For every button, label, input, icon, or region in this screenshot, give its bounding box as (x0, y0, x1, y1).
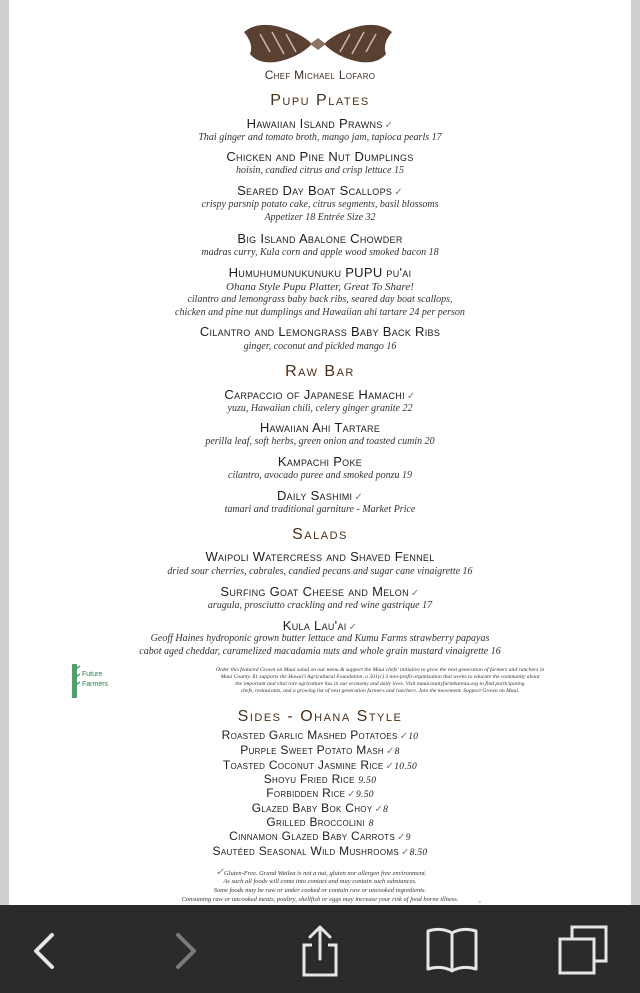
side-item: Cinnamon Glazed Baby Carrots ✓9 (229, 829, 411, 843)
footer-note: As such all foods will come into contact and may contain such substances. (223, 878, 417, 885)
gluten-free-check-icon: ✓ (348, 622, 358, 633)
side-item: Purple Sweet Potato Mash ✓8 (240, 743, 400, 757)
side-item: Forbidden Rice ✓9.50 (266, 786, 374, 800)
gluten-free-check-icon: ✓ (406, 391, 416, 402)
gluten-free-check-icon: ✓ (385, 746, 395, 757)
side-item: Sautéed Seasonal Wild Mushrooms ✓8.50 (212, 844, 428, 858)
gluten-free-check-icon: ✓ (397, 832, 406, 843)
item-description: Appetizer 18 Entrée Size 32 (264, 212, 376, 223)
item-name: Kula Lau'ai ✓ (282, 618, 358, 633)
share-icon[interactable] (296, 923, 344, 979)
item-name: Waipoli Watercress and Shaved Fennel (205, 549, 435, 564)
svg-text:Farmers: Farmers (82, 681, 109, 688)
gluten-free-check-icon: ✓ (394, 187, 403, 198)
item-name: Carpaccio of Japanese Hamachi ✓ (224, 387, 416, 402)
gluten-free-check-icon: ✓ (385, 761, 395, 772)
item-name: Hawaiian Island Prawns ✓ (246, 116, 394, 131)
side-item: Glazed Baby Bok Choy ✓8 (251, 801, 389, 815)
farmers-note-line: the important and vital role agriculture has in our economy and daily lives. Visit mauicountyfarmbureau.org to find participating (235, 681, 525, 687)
footer-note: ✓Gluten-Free. Grand Wailea is not a nut, gluten nor allergen free environment. (215, 867, 427, 878)
side-item: Roasted Garlic Mashed Potatoes ✓10 (221, 728, 419, 742)
item-name: Chicken and Pine Nut Dumplings (226, 149, 414, 164)
item-description: cilantro and lemongrass baby back ribs, seared day boat scallops, (187, 294, 453, 305)
farmers-note-line: chefs, restaurants, and a growing list of next generation farmers and ranchers. Join the movement. Support Grown on Maui. (240, 688, 520, 694)
footer-note: Some foods may be raw or under cooked or contain raw or uncooked ingredients. (213, 887, 427, 894)
tabs-icon[interactable] (554, 923, 614, 979)
item-name: Surfing Goat Cheese and Melon ✓ (220, 584, 420, 599)
gluten-free-check-icon: ✓ (215, 867, 224, 878)
item-description: dried sour cherries, cabrales, candied pecans and sugar cane vinaigrette 16 (167, 566, 473, 577)
item-name: Cilantro and Lemongrass Baby Back Ribs (199, 324, 441, 339)
item-name: Hawaiian Ahi Tartare (259, 420, 381, 435)
section-title-pupu: Pupu Plates (270, 92, 370, 109)
chef-name: Chef Michael Lofaro (264, 68, 376, 82)
item-name: Kampachi Poke (277, 454, 363, 469)
gluten-free-check-icon: ✓ (400, 847, 410, 858)
fish-emblem-icon (238, 22, 398, 68)
side-item: Grilled Broccolini 8 (266, 815, 374, 829)
item-description: hoisin, candied citrus and crisp lettuce 15 (235, 165, 405, 176)
item-description: Thai ginger and tomato broth, mango jam, tapioca pearls 17 (198, 132, 442, 143)
item-name: Big Island Abalone Chowder (237, 231, 403, 246)
item-description: Ohana Style Pupu Platter, Great To Share! (226, 281, 414, 293)
side-item: Toasted Coconut Jasmine Rice ✓10.50 (222, 758, 418, 772)
item-name: Humuhumunukunuku PUPU pu'ai (228, 265, 412, 280)
open-book-icon[interactable] (422, 923, 482, 979)
farmers-note-line: Maui County. $1 supports the Hawai'i Agricultural Foundation, a 501(c) 3 non-profit organization that works to educate the community about (220, 674, 540, 680)
footer-note: Consuming raw or uncooked meats, poultry, shellfish or eggs may increase your risk of food borne illness. (181, 896, 459, 903)
gluten-free-check-icon: ✓ (384, 120, 394, 131)
item-name: Daily Sashimi ✓ (276, 488, 364, 503)
item-description: perilla leaf, soft herbs, green onion and toasted cumin 20 (205, 436, 435, 447)
farmers-note-line: Order this featured Grown on Maui salad on our menu & support the Maui chefs' initiative to grow the next generation of farmers and ranchers in (215, 667, 545, 673)
gluten-free-check-icon: ✓ (347, 789, 356, 800)
item-description: yuzu, Hawaiian chili, celery ginger granite 22 (227, 403, 413, 414)
item-description: tamari and traditional garniture - Market Price (224, 504, 416, 515)
svg-text:Future: Future (82, 671, 103, 678)
item-description: Geoff Haines hydroponic grown butter lettuce and Kumu Farms strawberry papayas (150, 633, 490, 644)
side-item: Shoyu Fried Rice 9.50 (263, 772, 377, 786)
section-title-sides: Sides - Ohana Style (237, 708, 403, 725)
gluten-free-check-icon: ✓ (354, 492, 364, 503)
item-description: crispy parsnip potato cake, citrus segments, basil blossoms (201, 199, 439, 210)
item-name: Seared Day Boat Scallops ✓ (237, 183, 403, 198)
item-description: cabot aged cheddar, caramelized macadamia nuts and whole grain mustard vinaigrette 16 (139, 646, 501, 657)
gluten-free-check-icon: ✓ (399, 731, 409, 742)
item-description: ginger, coconut and pickled mango 16 (243, 341, 397, 352)
forward-arrow-icon[interactable] (164, 923, 208, 979)
gluten-free-check-icon: ✓ (374, 804, 384, 815)
item-description: chicken and pine nut dumplings and Hawaiian ahi tartare 24 per person (175, 307, 465, 318)
item-description: cilantro, avocado puree and smoked ponzu 19 (228, 470, 412, 481)
item-description: arugula, prosciutto crackling and red wine gastrique 17 (207, 600, 433, 611)
gluten-free-check-icon: ✓ (410, 588, 420, 599)
browser-toolbar (0, 905, 640, 993)
section-title-raw-bar: Raw Bar (285, 363, 355, 380)
section-title-salads: Salads (292, 526, 348, 543)
back-arrow-icon[interactable] (22, 923, 66, 979)
item-description: madras curry, Kula corn and apple wood smoked bacon 18 (201, 247, 439, 258)
